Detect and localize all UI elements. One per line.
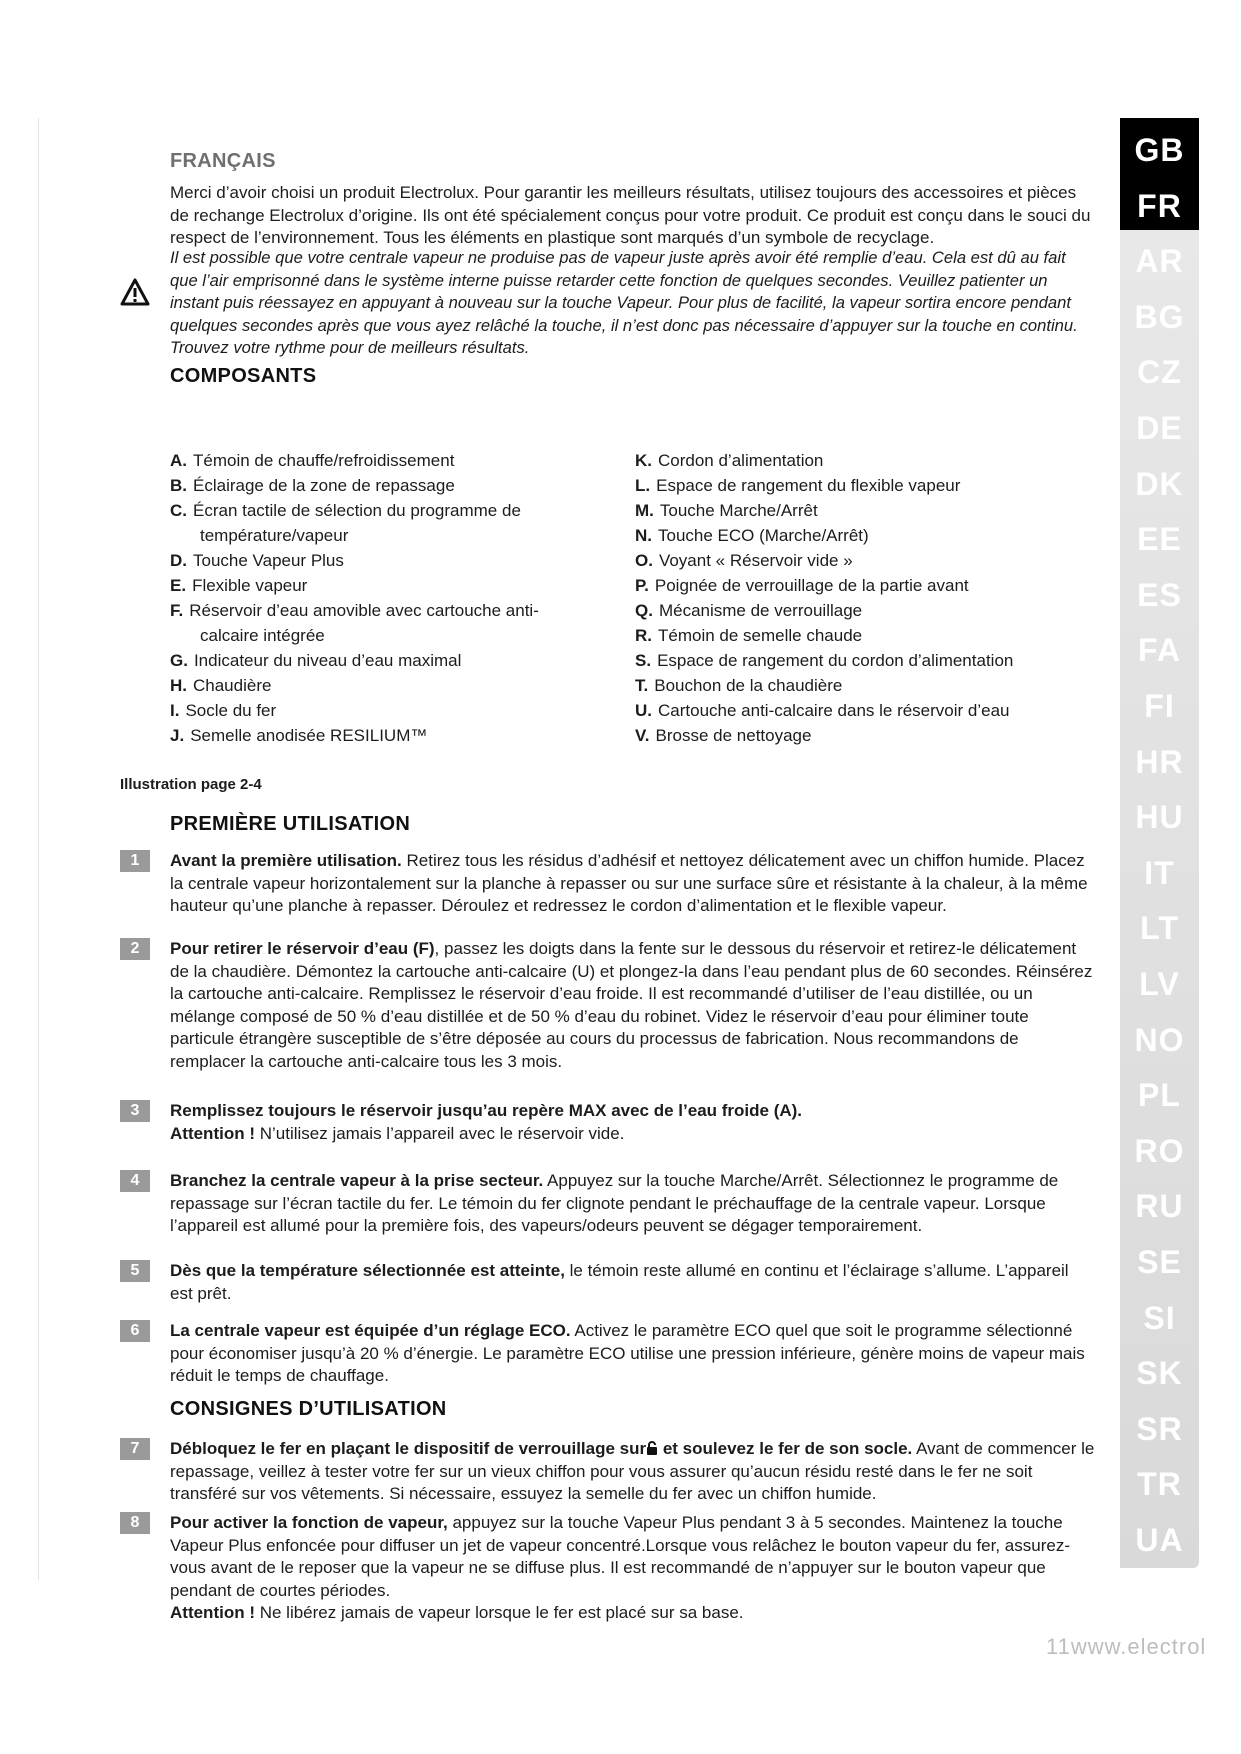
component-item <box>635 573 1013 598</box>
language-tab-ar[interactable]: AR <box>1135 243 1184 280</box>
component-letter: A. <box>170 451 187 470</box>
language-heading: FRANÇAIS <box>170 150 276 172</box>
component-item <box>635 523 1013 548</box>
component-item <box>635 598 1013 623</box>
component-letter: K. <box>635 451 652 470</box>
component-letter: G. <box>170 651 188 670</box>
language-tab-ru[interactable]: RU <box>1135 1188 1184 1225</box>
component-item <box>635 548 1013 573</box>
component-item <box>170 598 539 623</box>
component-letter: H. <box>170 676 187 695</box>
component-label: Chaudière <box>193 676 272 695</box>
components-list-left <box>170 448 539 748</box>
component-letter: T. <box>635 676 649 695</box>
step-number: 1 <box>120 850 150 872</box>
language-tab-hr[interactable]: HR <box>1135 743 1184 780</box>
component-item <box>170 623 539 648</box>
step-number: 8 <box>120 1512 150 1534</box>
component-letter: S. <box>635 651 652 670</box>
component-label: Bouchon de la chaudière <box>654 676 843 695</box>
component-letter: C. <box>170 501 187 520</box>
components-list-right <box>635 448 1013 748</box>
component-item <box>635 623 1013 648</box>
component-label: Cordon d’alimentation <box>658 451 824 470</box>
component-letter: V. <box>635 726 650 745</box>
component-label: Cartouche anti-calcaire dans le réservoir d’eau <box>658 701 1010 720</box>
step-number: 4 <box>120 1170 150 1192</box>
language-tab-tr[interactable]: TR <box>1137 1466 1182 1503</box>
component-item <box>170 648 539 673</box>
step-number: 7 <box>120 1438 150 1460</box>
component-letter: F. <box>170 601 184 620</box>
step-text: Branchez la centrale vapeur à la prise secteur. Appuyez sur la touche Marche/Arrêt. Sélectionnez le programme de repassage sur l’écran tactile du fer. Le témoin du fer clignote pendant le préchauffage de la centrale vapeur. Lorsque l’appareil est allumé pour la première fois, des vapeurs/odeurs peuvent se dégager temporairement. <box>170 1171 1059 1236</box>
component-item <box>170 698 539 723</box>
component-label: Éclairage de la zone de repassage <box>193 476 455 495</box>
margin-rule <box>38 118 39 1580</box>
warning-icon <box>120 278 150 306</box>
component-item <box>635 448 1013 473</box>
component-label: Espace de rangement du cordon d’alimentation <box>657 651 1014 670</box>
step-number: 3 <box>120 1100 150 1122</box>
component-letter: M. <box>635 501 654 520</box>
component-item <box>635 723 1013 748</box>
step-number: 2 <box>120 938 150 960</box>
step-text: Pour retirer le réservoir d’eau (F), passez les doigts dans la fente sur le dessous du réservoir et retirez-le délicatement de la chaudière. Démontez la cartouche anti-calcaire (U) et plongez-la dans l’eau pendant plus de 60 secondes. Réinsérez la cartouche anti-calcaire. Remplissez le réservoir d’eau froide. Il est recommandé d’utiliser de l’eau distillée, ou un mélange composé de 50 % d’eau distillée et de 50 % d’eau du robinet. Videz le réservoir d’eau pour éliminer toute particule étrangère susceptible de s’être déposée au cours du processus de fabrication. Nous recommandons de remplacer la cartouche anti-calcaire tous les 3 mois. <box>170 939 1093 1071</box>
component-label: Touche Marche/Arrêt <box>659 501 818 520</box>
component-item <box>170 498 539 523</box>
step-text: Avant la première utilisation. Retirez tous les résidus d’adhésif et nettoyez délicatement avec un chiffon humide. Placez la centrale vapeur horizontalement sur la planche à repasser ou sur une surface sûre et résistante à la chaleur, à la même hauteur qu’une planche à repasser. Déroulez et redressez le cordon d’alimentation et le flexible vapeur. <box>170 851 1088 916</box>
component-label: Espace de rangement du flexible vapeur <box>656 476 961 495</box>
language-tab-pl[interactable]: PL <box>1138 1077 1181 1114</box>
language-tab-se[interactable]: SE <box>1137 1244 1182 1280</box>
component-letter: E. <box>170 576 187 595</box>
component-item <box>635 698 1013 723</box>
component-label: Mécanisme de verrouillage <box>658 601 863 620</box>
warning-paragraph: Il est possible que votre centrale vapeur ne produise pas de vapeur juste après avoir été remplie d’eau. Cela est dû au fait que l’air emprisonné dans le système interne puisse retarder cette fonction de quelques secondes. Veuillez patienter un instant puis réessayez en appuyant à nouveau sur la touche Vapeur. Pour plus de facilité, la vapeur sortira encore pendant quelques secondes après que vous ayez relâché la touche, il n’est donc pas nécessaire d’appuyer sur la touche en continu. Trouvez votre rythme pour de meilleurs résultats. <box>170 248 1078 358</box>
language-tab-fi[interactable]: FI <box>1144 688 1175 724</box>
component-letter: L. <box>635 476 651 495</box>
component-label: température/vapeur <box>200 526 349 545</box>
component-letter: D. <box>170 551 187 570</box>
component-item <box>170 723 539 748</box>
component-letter: Q. <box>635 601 653 620</box>
language-tab-gb[interactable]: GB <box>1134 132 1185 168</box>
language-tab-dk[interactable]: DK <box>1135 465 1184 502</box>
language-tab-sr[interactable]: SR <box>1136 1410 1183 1447</box>
component-item <box>170 473 539 498</box>
unlock-icon <box>646 1441 658 1455</box>
component-label: Semelle anodisée RESILIUM™ <box>190 726 428 745</box>
language-tab-cz[interactable]: CZ <box>1137 354 1182 391</box>
component-label: calcaire intégrée <box>200 626 325 645</box>
component-letter: N. <box>635 526 652 545</box>
component-item <box>170 548 539 573</box>
language-tab-fa[interactable]: FA <box>1138 632 1181 669</box>
illustration-reference: Illustration page 2-4 <box>120 776 262 793</box>
language-tab-no[interactable]: NO <box>1134 1021 1185 1058</box>
component-letter: O. <box>635 551 653 570</box>
component-item <box>635 498 1013 523</box>
component-label: Touche ECO (Marche/Arrêt) <box>658 526 869 545</box>
component-label: Indicateur du niveau d’eau maximal <box>193 651 462 670</box>
step-text: Remplissez toujours le réservoir jusqu’au repère MAX avec de l’eau froide (A). Attention ! N’utilisez jamais l’appareil avec le réservoir vide. <box>170 1101 803 1143</box>
language-tab-sk[interactable]: SK <box>1136 1355 1183 1392</box>
step-text: Dès que la température sélectionnée est atteinte, le témoin reste allumé en continu et l’éclairage s’allume. L’appareil est prêt. <box>170 1261 1069 1303</box>
component-label: Témoin de chauffe/refroidissement <box>193 451 455 470</box>
component-label: Touche Vapeur Plus <box>193 551 344 570</box>
component-label: Flexible vapeur <box>192 576 308 595</box>
component-item <box>170 673 539 698</box>
components-title: COMPOSANTS <box>170 365 317 387</box>
language-tab-de[interactable]: DE <box>1136 410 1183 446</box>
component-label: Poignée de verrouillage de la partie avant <box>654 576 969 595</box>
component-label: Voyant « Réservoir vide » <box>658 551 853 570</box>
language-tab-ro[interactable]: RO <box>1134 1132 1185 1169</box>
component-label: Socle du fer <box>185 701 277 720</box>
component-item <box>635 473 1013 498</box>
component-letter: J. <box>170 726 185 745</box>
component-letter: P. <box>635 576 649 595</box>
usage-title: CONSIGNES D’UTILISATION <box>170 1398 447 1420</box>
component-letter: I. <box>170 701 180 720</box>
step-number: 6 <box>120 1320 150 1342</box>
language-tab-si[interactable]: SI <box>1143 1299 1176 1336</box>
language-tab-bg[interactable]: BG <box>1134 298 1185 335</box>
component-letter: U. <box>635 701 652 720</box>
language-tab-es[interactable]: ES <box>1137 576 1182 613</box>
component-label: Témoin de semelle chaude <box>658 626 863 645</box>
component-label: Réservoir d’eau amovible avec cartouche anti- <box>189 601 539 620</box>
component-item <box>170 573 539 598</box>
language-tab-ee[interactable]: EE <box>1137 521 1182 558</box>
footer-url: 11www.electrol <box>1046 1634 1207 1659</box>
first-use-title: PREMIÈRE UTILISATION <box>170 813 411 835</box>
component-item <box>635 648 1013 673</box>
component-label: Brosse de nettoyage <box>655 726 812 745</box>
step-number: 5 <box>120 1260 150 1282</box>
component-letter: R. <box>635 626 652 645</box>
language-tab-fr[interactable]: FR <box>1137 187 1182 224</box>
step-text: Débloquez le fer en plaçant le dispositif de verrouillage sur et soulevez le fer de son socle. Avant de commencer le repassage, veillez à tester votre fer sur un vieux chiffon pour vous assurer qu’aucun résidu resté dans le fer ne soit transféré sur vos vêtements. Si nécessaire, essuyez la semelle du fer avec un chiffon humide. <box>170 1439 1095 1504</box>
component-item <box>170 448 539 473</box>
component-item <box>635 673 1013 698</box>
language-tab-lt[interactable]: LT <box>1140 910 1179 947</box>
component-letter: B. <box>170 476 187 495</box>
language-tab-ua[interactable]: UA <box>1135 1522 1184 1558</box>
step-text: La centrale vapeur est équipée d’un réglage ECO. Activez le paramètre ECO quel que soit le programme sélectionné pour économiser jusqu’à 20 % d’énergie. Le paramètre ECO utilise une pression inférieure, génère moins de vapeur mais réduit le temps de chauffage. <box>170 1321 1085 1386</box>
language-tab-hu[interactable]: HU <box>1135 799 1184 836</box>
component-item <box>170 523 539 548</box>
language-tab-bar <box>1120 118 1199 1568</box>
intro-paragraph: Merci d’avoir choisi un produit Electrolux. Pour garantir les meilleurs résultats, utilisez toujours des accessoires et pièces de rechange Electrolux d’origine. Ils ont été spécialement conçus pour votre produit. Ce produit est conçu dans le souci du respect de l’environnement. Tous les éléments en plastique sont marqués d’un symbole de recyclage. <box>170 183 1091 248</box>
language-tab-lv[interactable]: LV <box>1139 966 1180 1002</box>
component-label: Écran tactile de sélection du programme de <box>193 501 521 520</box>
step-text: Pour activer la fonction de vapeur, appuyez sur la touche Vapeur Plus pendant 3 à 5 secondes. Maintenez la touche Vapeur Plus enfoncée pour diffuser un jet de vapeur concentré.Lorsque vous relâchez le bouton vapeur du fer, assurez-vous avant de le reposer que la vapeur ne se diffuse plus. Il est recommandé de n’appuyer sur le bouton vapeur que pendant de courtes périodes. Attention ! Ne libérez jamais de vapeur lorsque le fer est placé sur sa base. <box>170 1513 1070 1623</box>
language-tab-it[interactable]: IT <box>1144 854 1175 891</box>
